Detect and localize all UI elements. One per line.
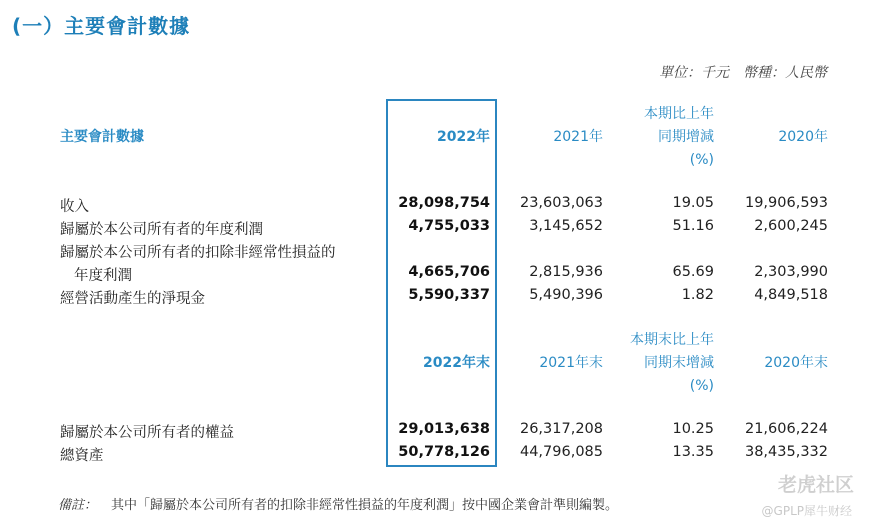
cell-cashflow-change: 1.82: [681, 287, 714, 303]
row-label-adjusted-profit: 歸屬於本公司所有者的扣除非經常性損益的: [60, 245, 336, 261]
section-title: (一）主要會計數據: [12, 14, 191, 38]
header2-change-line2: 同期末增減: [644, 355, 714, 371]
watermark-handle: @GPLP犀牛财经: [761, 504, 852, 518]
cell-equity-change: 10.25: [672, 421, 714, 437]
cell-revenue-2022: 28,098,754: [398, 195, 490, 211]
header-change-line3: (%): [689, 152, 714, 168]
cell-cashflow-2021: 5,490,396: [529, 287, 603, 303]
row-label-cashflow: 經營活動產生的淨現金: [60, 291, 205, 307]
cell-assets-2020: 38,435,332: [744, 444, 828, 460]
row-label-total-assets: 總資產: [60, 448, 104, 464]
footnote: [58, 494, 618, 513]
header-2021-end: 2021年末: [539, 355, 603, 371]
cell-revenue-2020: 19,906,593: [744, 195, 828, 211]
row-label-revenue: 收入: [60, 199, 89, 215]
cell-adjusted-profit-2022: 4,665,706: [408, 264, 490, 280]
row-label-equity: 歸屬於本公司所有者的權益: [60, 425, 234, 441]
header-2021: 2021年: [553, 129, 603, 145]
header-2022-end: 2022年末: [423, 355, 490, 371]
current-year-highlight-box: [386, 99, 497, 467]
cell-profit-2021: 3,145,652: [529, 218, 603, 234]
cell-revenue-change: 19.05: [672, 195, 714, 211]
table-header-label: 主要會計數據: [60, 129, 144, 145]
cell-adjusted-profit-2021: 2,815,936: [529, 264, 603, 280]
watermark-logo-text: 老虎社区: [777, 474, 854, 496]
cell-adjusted-profit-2020: 2,303,990: [754, 264, 828, 280]
row-label-adjusted-profit-cont: 年度利潤: [74, 268, 132, 284]
unit-currency-note: 單位：千元 幣種：人民幣: [659, 65, 827, 81]
footnote-prefix: 備註：: [58, 498, 98, 513]
cell-cashflow-2022: 5,590,337: [408, 287, 490, 303]
cell-equity-2022: 29,013,638: [398, 421, 490, 437]
cell-assets-2021: 44,796,085: [519, 444, 603, 460]
cell-assets-2022: 50,778,126: [398, 444, 490, 460]
cell-profit-change: 51.16: [672, 218, 714, 234]
cell-assets-change: 13.35: [672, 444, 714, 460]
cell-equity-2021: 26,317,208: [519, 421, 603, 437]
header-change-line1: 本期比上年: [644, 106, 714, 122]
cell-equity-2020: 21,606,224: [744, 421, 828, 437]
header2-change-line1: 本期末比上年: [630, 332, 714, 348]
header-2020-end: 2020年末: [764, 355, 828, 371]
footnote-text: 其中「歸屬於本公司所有者的扣除非經常性損益的年度利潤」按中國企業會計準則編製。: [111, 498, 619, 513]
cell-adjusted-profit-change: 65.69: [672, 264, 714, 280]
row-label-profit: 歸屬於本公司所有者的年度利潤: [60, 222, 263, 238]
cell-profit-2022: 4,755,033: [408, 218, 490, 234]
header2-change-line3: (%): [689, 378, 714, 394]
header-change-line2: 同期增減: [658, 129, 714, 145]
cell-profit-2020: 2,600,245: [754, 218, 828, 234]
header-2022: 2022年: [437, 129, 490, 145]
cell-revenue-2021: 23,603,063: [519, 195, 603, 211]
cell-cashflow-2020: 4,849,518: [754, 287, 828, 303]
header-2020: 2020年: [778, 129, 828, 145]
